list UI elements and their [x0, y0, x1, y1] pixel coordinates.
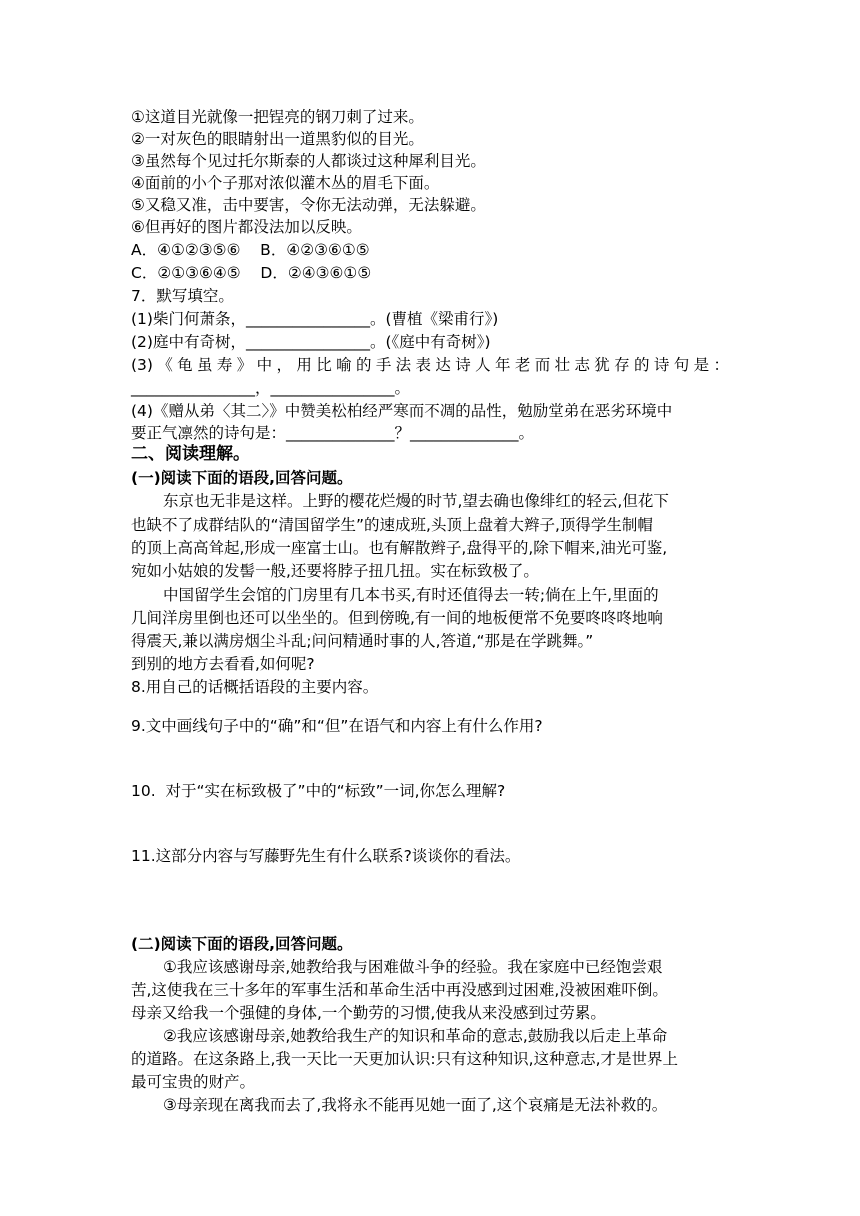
passage-1-line: 的顶上高高耸起,形成一座富士山。也有解散辫子,盘得平的,除下帽来,油光可鉴,: [131, 539, 668, 557]
passage-1-line: 得震天,兼以满房烟尘斗乱;问问精通时事的人,答道,“那是在学跳舞。”: [131, 632, 594, 650]
passage-1-line: 宛如小姑娘的发髻一般,还要将脖子扭几扭。实在标致极了。: [131, 562, 539, 580]
passage-2-line: 的道路。在这条路上,我一天比一天更加认识:只有这种知识,这种意志,才是世界上: [131, 1050, 679, 1068]
question-7-2: (2)庭中有奇树，________________。(《庭中有奇树》): [131, 333, 491, 351]
passage-1-line: 几间洋房里倒也还可以坐坐的。但到傍晚,有一间的地板便常不免要咚咚咚地响: [131, 609, 663, 627]
option-sentence-2: ②一对灰色的眼睛射出一道黑豹似的目光。: [131, 130, 424, 148]
question-7-4-blanks: 要正气凛然的诗句是：______________？______________。: [131, 424, 535, 442]
passage-2-line: 最可宝贵的财产。: [131, 1073, 256, 1091]
question-10: 10. 对于“实在标致极了”中的“标致”一词,你怎么理解?: [131, 782, 506, 800]
passage-2-line: ③母亲现在离我而去了,我将永不能再见她一面了,这个哀痛是无法补救的。: [163, 1096, 668, 1114]
choice-ab: A．④①②③⑤⑥ B．④②③⑥①⑤: [131, 241, 370, 259]
question-7-3-blanks: ________________，________________。: [131, 379, 411, 397]
passage-1-instruction: (一)阅读下面的语段,回答问题。: [131, 469, 353, 487]
passage-2-instruction: (二)阅读下面的语段,回答问题。: [131, 935, 353, 953]
passage-1-line: 东京也无非是这样。上野的樱花烂熳的时节,望去确也像绯红的轻云,但花下: [163, 492, 669, 510]
choice-cd: C．②①③⑥④⑤ D．②④③⑥①⑤: [131, 264, 372, 282]
question-7-4: (4)《赠从弟〈其二〉》中赞美松柏经严寒而不凋的品性，勉励堂弟在恶劣环境中: [131, 402, 673, 420]
question-7-1: (1)柴门何萧条，________________。(曹植《梁甫行》): [131, 310, 499, 328]
section-2-heading: 二、阅读理解。: [131, 444, 250, 464]
option-sentence-3: ③虽然每个见过托尔斯泰的人都谈过这种犀利目光。: [131, 152, 486, 170]
question-11: 11.这部分内容与写藤野先生有什么联系?谈谈你的看法。: [131, 847, 521, 865]
option-sentence-5: ⑤又稳又准，击中要害，令你无法动弹，无法躲避。: [131, 196, 486, 214]
passage-1-line: 也缺不了成群结队的“清国留学生”的速成班,头顶上盘着大辫子,顶得学生制帽: [131, 516, 653, 534]
passage-2-line: 苦,这使我在三十多年的军事生活和革命生活中再没感到过困难,没被困难吓倒。: [131, 981, 668, 999]
question-7-title: 7．默写填空。: [131, 287, 234, 305]
passage-1-line: 中国留学生会馆的门房里有几本书买,有时还值得去一转;倘在上午,里面的: [163, 586, 659, 604]
question-7-3: (3)《龟虽寿》中，用比喻的手法表达诗人年老而壮志犹存的诗句是：: [131, 356, 729, 374]
question-8: 8.用自己的话概括语段的主要内容。: [131, 678, 379, 696]
question-9: 9.文中画线句子中的“确”和“但”在语气和内容上有什么作用?: [131, 717, 543, 735]
passage-1-line: 到别的地方去看看,如何呢?: [131, 655, 315, 673]
passage-2-line: ②我应该感谢母亲,她教给我生产的知识和革命的意志,鼓励我以后走上革命: [163, 1027, 668, 1045]
option-sentence-1: ①这道目光就像一把锃亮的钢刀刺了过来。: [131, 108, 424, 126]
passage-2-line: ①我应该感谢母亲,她教给我与困难做斗争的经验。我在家庭中已经饱尝艰: [163, 958, 663, 976]
option-sentence-6: ⑥但再好的图片都没法加以反映。: [131, 218, 362, 236]
passage-2-line: 母亲又给我一个强健的身体,一个勤劳的习惯,使我从来没感到过劳累。: [131, 1004, 606, 1022]
option-sentence-4: ④面前的小个子那对浓似灌木丛的眉毛下面。: [131, 174, 440, 192]
